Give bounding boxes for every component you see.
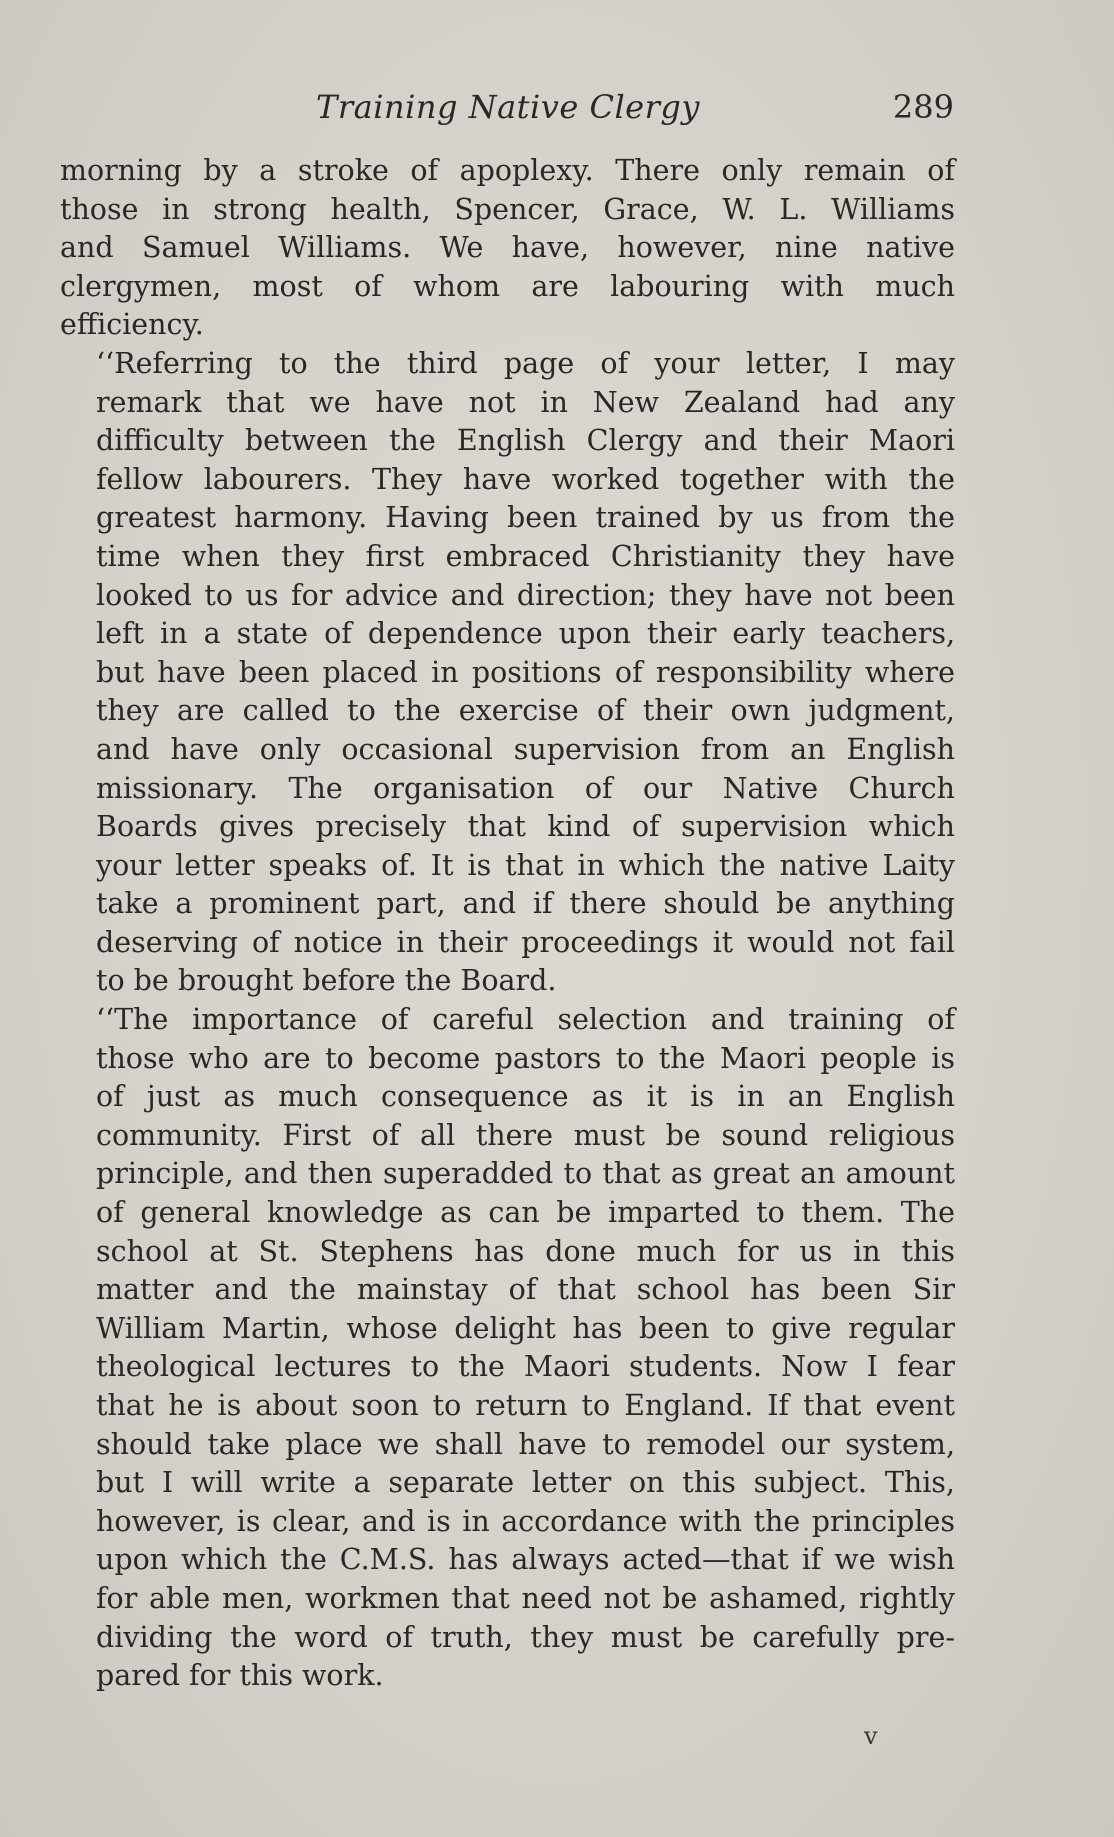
text-line: remark that we have not in New Zealand had any: [96, 385, 955, 419]
text-line: principle, and then superadded to that as great an amount: [96, 1157, 955, 1191]
text-line: Boards gives precisely that kind of supervision which: [96, 810, 955, 844]
text-line: clergymen, most of whom are labouring with much: [60, 269, 955, 303]
text-line: but I will write a separate letter on this subject. This,: [96, 1466, 955, 1500]
text-line: greatest harmony. Having been trained by us from the: [96, 501, 955, 535]
text-line: that he is about soon to return to England. If that event: [96, 1389, 955, 1422]
text-line: time when they first embraced Christianity they have: [96, 539, 955, 573]
body-text: [60, 152, 955, 1696]
text-line: those in strong health, Spencer, Grace, W. L. Williams: [60, 192, 955, 226]
text-line: morning by a stroke of apoplexy. There only remain of: [60, 154, 955, 187]
text-line: community. First of all there must be sound religious: [96, 1118, 955, 1152]
page-header: [60, 88, 956, 132]
text-line: difficulty between the English Clergy and their Maori: [96, 424, 955, 458]
text-line: deserving of notice in their proceedings it would not fail: [96, 925, 955, 959]
text-line: should take place we shall have to remodel our system,: [96, 1427, 955, 1461]
running-title: Training Native Clergy: [316, 88, 700, 126]
signature-mark: v: [864, 1722, 878, 1750]
text-line: upon which the C.M.S. has always acted—that if we wish: [96, 1543, 955, 1577]
text-line: those who are to become pastors to the Maori people is: [96, 1041, 955, 1075]
text-line: matter and the mainstay of that school has been Sir: [96, 1273, 955, 1307]
text-line: and have only occasional supervision from an English: [96, 732, 955, 766]
paragraph: [60, 345, 955, 1001]
text-line: and Samuel Williams. We have, however, nine native: [60, 231, 955, 265]
text-line: of just as much consequence as it is in an English: [96, 1080, 955, 1114]
paragraph: [60, 152, 955, 345]
text-line: left in a state of dependence upon their early teachers,: [96, 617, 955, 651]
text-line: ‘‘Referring to the third page of your letter, I may: [96, 346, 955, 380]
text-line: to be brought before the Board.: [96, 964, 557, 998]
text-line: but have been placed in positions of responsibility where: [96, 655, 955, 689]
text-line: theological lectures to the Maori students. Now I fear: [96, 1350, 955, 1384]
text-line: school at St. Stephens has done much for us in this: [96, 1234, 955, 1268]
text-line: dividing the word of truth, they must be carefully pre-: [96, 1620, 955, 1654]
text-line: of general knowledge as can be imparted to them. The: [96, 1196, 955, 1230]
text-line: looked to us for advice and direction; they have not been: [96, 578, 955, 612]
text-line: efficiency.: [60, 308, 204, 342]
text-line: pared for this work.: [96, 1659, 384, 1693]
text-line: missionary. The organisation of our Native Church: [96, 771, 955, 805]
text-line: for able men, workmen that need not be ashamed, rightly: [96, 1581, 955, 1615]
text-line: your letter speaks of. It is that in which the native Laity: [96, 848, 955, 882]
page-number: 289: [892, 88, 954, 126]
text-line: take a prominent part, and if there should be anything: [96, 887, 955, 921]
paragraph: [60, 1001, 955, 1696]
text-line: however, is clear, and is in accordance with the principles: [96, 1504, 955, 1538]
text-line: ‘‘The importance of careful selection and training of: [96, 1003, 955, 1037]
text-line: they are called to the exercise of their own judgment,: [96, 694, 955, 728]
text-line: fellow labourers. They have worked together with the: [96, 462, 955, 496]
text-line: William Martin, whose delight has been to give regular: [96, 1311, 955, 1345]
